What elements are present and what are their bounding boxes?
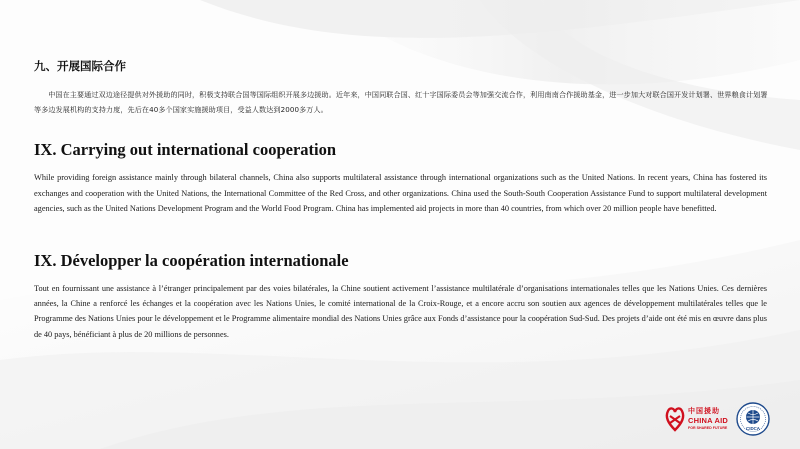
french-section-heading: IX. Développer la coopération internationale — [34, 251, 349, 270]
french-paragraph: Tout en fournissant une assistance à l’étranger principalement par des voies bilatérales, la Chine soutient activement l’assistance multilatérale d’organisations internationales telles que les Nations Unies. Ces dernières années, la Chine a renforcé les échanges et la coopération avec les Nations Unies, le comité international de la Croix-Rouge, et a encore accru son soutien aux agences de développement multilatérales telles que le Programme des Nations Unies pour le développement et le Programme alimentaire mondial des Nations Unies grâce aux Fonds d’assistance pour la coopération Sud-Sud. Des projets d’aide ont été mis en œuvre dans plus de 40 pays, bénéficiant à plus de 20 millions de personnes. — [34, 284, 767, 339]
english-paragraph: While providing foreign assistance mainly through bilateral channels, China also supports multilateral assistance through international organizations such as the United Nations. In recent years, China has fostered its exchanges and cooperation with the United Nations, the International Committee of the Red Cross, and other organizations. China used the South-South Cooperation Assistance Fund to support multilateral development agencies, such as the United Nations Development Program and the World Food Program. China has implemented aid projects in more than 40 countries, from which over 20 million people have benefitted. — [34, 173, 767, 213]
chinese-paragraph: 中国在主要通过双边途径提供对外援助的同时，积极支持联合国等国际组织开展多边援助。近年来，中国同联合国、红十字国际委员会等加强交流合作，利用南南合作援助基金，进一步加大对联合国开发计划署、世界粮食计划署等多边发展机构的支持力度，先后在40多个国家实施援助项目，受益人数达到2000多万人。 — [34, 90, 768, 114]
cidca-label: CIDCA — [746, 426, 760, 431]
cidca-emblem-icon — [736, 402, 770, 436]
china-aid-tagline: FOR SHARED FUTURE — [688, 426, 728, 430]
english-section-heading: IX. Carrying out international cooperation — [34, 140, 337, 159]
china-aid-chinese-text: 中国援助 — [688, 407, 720, 415]
china-aid-english-text: CHINA AID — [688, 416, 728, 425]
china-aid-logo — [664, 403, 734, 437]
china-aid-emblem-icon — [664, 403, 686, 433]
chinese-section-heading: 九、开展国际合作 — [34, 59, 126, 73]
